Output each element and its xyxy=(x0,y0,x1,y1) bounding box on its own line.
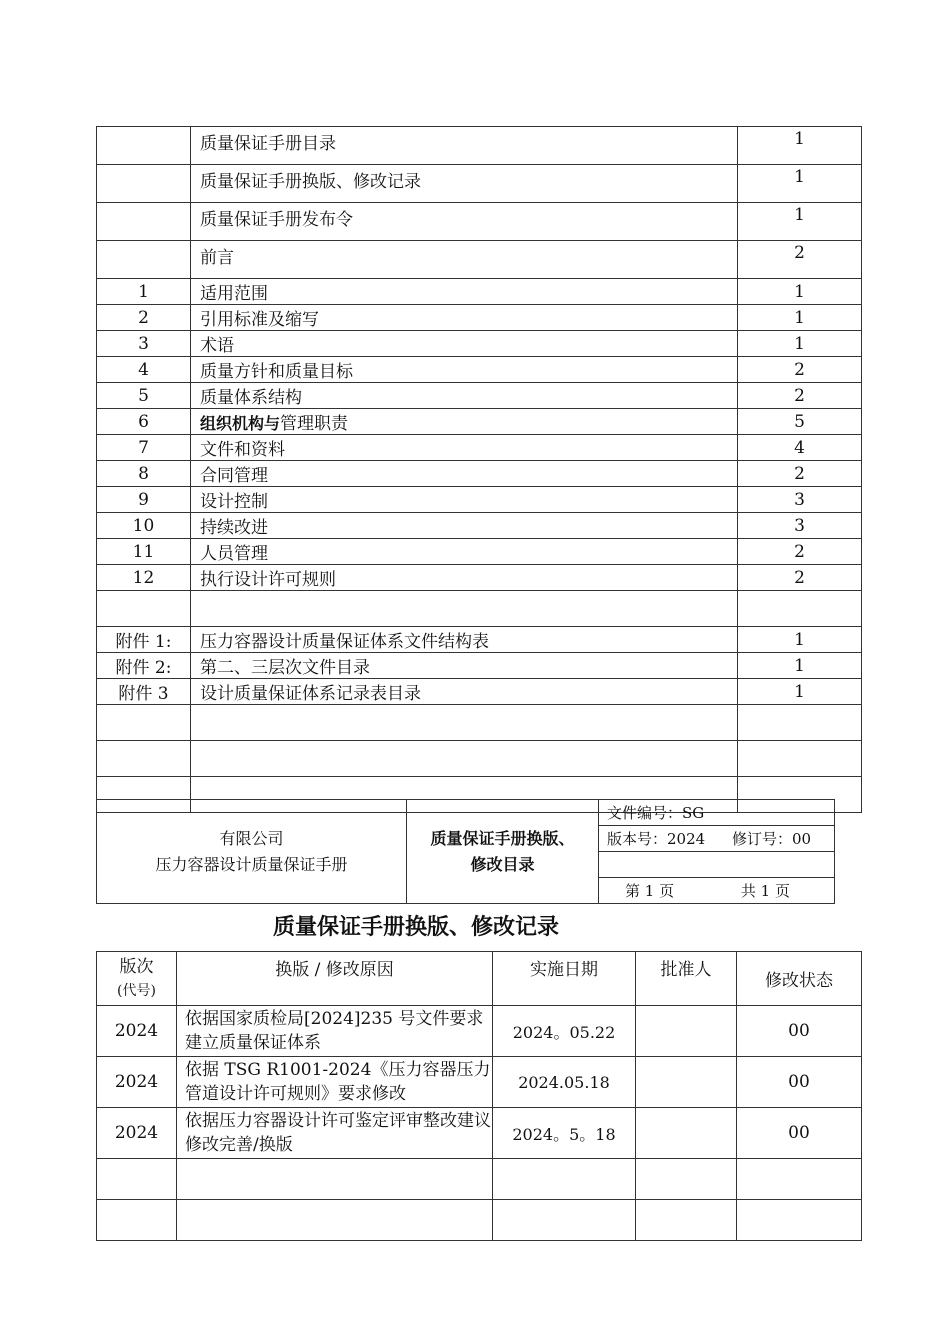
revision-date: 2024。05.22 xyxy=(493,1006,636,1057)
revision-number: 修订号：00 xyxy=(731,830,812,848)
toc-pages: 1 xyxy=(738,653,862,679)
doc-title-line1: 质量保证手册换版、 xyxy=(430,828,575,848)
toc-title: 前言 xyxy=(191,241,738,279)
revision-version: 2024 xyxy=(97,1006,177,1057)
toc-num: 3 xyxy=(97,331,191,357)
toc-empty-row xyxy=(97,591,862,627)
manual-name: 压力容器设计质量保证手册 xyxy=(155,854,348,874)
toc-table xyxy=(96,126,862,813)
toc-pages: 3 xyxy=(738,513,862,539)
toc-title-bold: 组织机构与 xyxy=(200,414,281,433)
company-cell xyxy=(97,800,407,904)
revision-approver xyxy=(636,1006,737,1057)
header-approver: 批准人 xyxy=(636,952,737,1006)
toc-pages: 1 xyxy=(738,279,862,305)
toc-pages: 1 xyxy=(738,627,862,653)
toc-row xyxy=(97,279,862,305)
toc-row xyxy=(97,165,862,203)
toc-pages: 2 xyxy=(738,383,862,409)
toc-pages: 1 xyxy=(738,203,862,241)
toc-title: 压力容器设计质量保证体系文件结构表 xyxy=(191,627,738,653)
toc-row xyxy=(97,331,862,357)
toc-num: 4 xyxy=(97,357,191,383)
toc-row xyxy=(97,409,862,435)
revision-status: 00 xyxy=(737,1108,862,1159)
toc-num: 2 xyxy=(97,305,191,331)
toc-row xyxy=(97,487,862,513)
toc-num: 附件 1: xyxy=(97,627,191,653)
toc-title: 质量保证手册目录 xyxy=(191,127,738,165)
header-date: 实施日期 xyxy=(493,952,636,1006)
toc-empty-row xyxy=(97,741,862,777)
toc-pages: 2 xyxy=(738,241,862,279)
toc-title: 质量方针和质量目标 xyxy=(191,357,738,383)
toc-empty-row xyxy=(97,705,862,741)
revision-date: 2024.05.18 xyxy=(493,1057,636,1108)
toc-title: 合同管理 xyxy=(191,461,738,487)
doc-title-cell xyxy=(407,800,599,904)
file-number: 文件编号：SG xyxy=(599,800,835,826)
header-status: 修改状态 xyxy=(737,952,862,1006)
toc-title: 持续改进 xyxy=(191,513,738,539)
version-info xyxy=(599,826,835,852)
revision-row xyxy=(97,1006,862,1057)
toc-row xyxy=(97,435,862,461)
revision-row xyxy=(97,1108,862,1159)
toc-title: 适用范围 xyxy=(191,279,738,305)
toc-num: 1 xyxy=(97,279,191,305)
toc-pages: 2 xyxy=(738,357,862,383)
revision-header-row xyxy=(97,952,862,1006)
toc-num: 附件 2: xyxy=(97,653,191,679)
toc-num: 5 xyxy=(97,383,191,409)
toc-row xyxy=(97,627,862,653)
page-info xyxy=(599,878,835,904)
toc-pages: 1 xyxy=(738,305,862,331)
toc-pages: 5 xyxy=(738,409,862,435)
revision-row xyxy=(97,1057,862,1108)
toc-title-rest: 管理职责 xyxy=(280,414,349,434)
toc-num: 9 xyxy=(97,487,191,513)
toc-num: 10 xyxy=(97,513,191,539)
toc-title xyxy=(191,409,738,435)
doc-title-line2: 修改目录 xyxy=(470,854,535,874)
toc-title: 质量体系结构 xyxy=(191,383,738,409)
document-header-block xyxy=(96,799,835,904)
toc-pages: 1 xyxy=(738,127,862,165)
toc-num: 12 xyxy=(97,565,191,591)
toc-pages: 1 xyxy=(738,331,862,357)
toc-num: 11 xyxy=(97,539,191,565)
revision-version: 2024 xyxy=(97,1057,177,1108)
revision-table xyxy=(96,951,862,1241)
toc-num: 附件 3 xyxy=(97,679,191,705)
header-version: 版次 (代号) xyxy=(97,952,177,1006)
toc-pages: 2 xyxy=(738,565,862,591)
toc-num: 7 xyxy=(97,435,191,461)
toc-title: 第二、三层次文件目录 xyxy=(191,653,738,679)
toc-pages: 2 xyxy=(738,539,862,565)
toc-title: 质量保证手册发布令 xyxy=(191,203,738,241)
toc-title: 设计质量保证体系记录表目录 xyxy=(191,679,738,705)
revision-approver xyxy=(636,1057,737,1108)
toc-num xyxy=(97,241,191,279)
toc-pages: 3 xyxy=(738,487,862,513)
toc-pages: 2 xyxy=(738,461,862,487)
revision-version: 2024 xyxy=(97,1108,177,1159)
revision-reason: 依据压力容器设计许可鉴定评审整改建议修改完善/换版 xyxy=(177,1108,493,1159)
toc-title: 设计控制 xyxy=(191,487,738,513)
revision-date: 2024。5。18 xyxy=(493,1108,636,1159)
revision-status: 00 xyxy=(737,1057,862,1108)
blank-meta xyxy=(599,852,835,878)
toc-num: 8 xyxy=(97,461,191,487)
toc-row xyxy=(97,679,862,705)
toc-num xyxy=(97,203,191,241)
toc-title: 引用标准及缩写 xyxy=(191,305,738,331)
toc-pages: 4 xyxy=(738,435,862,461)
version-number: 版本号：2024 xyxy=(607,830,706,848)
toc-row xyxy=(97,653,862,679)
toc-row xyxy=(97,383,862,409)
toc-row xyxy=(97,461,862,487)
toc-row xyxy=(97,357,862,383)
revision-empty-row xyxy=(97,1159,862,1200)
revision-heading: 质量保证手册换版、修改记录 xyxy=(272,915,559,940)
revision-status: 00 xyxy=(737,1006,862,1057)
toc-title: 文件和资料 xyxy=(191,435,738,461)
toc-pages: 1 xyxy=(738,165,862,203)
revision-approver xyxy=(636,1108,737,1159)
revision-reason: 依据 TSG R1001-2024《压力容器压力管道设计许可规则》要求修改 xyxy=(177,1057,493,1108)
revision-empty-row xyxy=(97,1200,862,1241)
toc-num xyxy=(97,127,191,165)
toc-title: 术语 xyxy=(191,331,738,357)
toc-row xyxy=(97,127,862,165)
toc-title: 执行设计许可规则 xyxy=(191,565,738,591)
toc-row xyxy=(97,305,862,331)
header-reason: 换版 / 修改原因 xyxy=(177,952,493,1006)
toc-row xyxy=(97,565,862,591)
toc-title: 人员管理 xyxy=(191,539,738,565)
toc-title: 质量保证手册换版、修改记录 xyxy=(191,165,738,203)
revision-reason: 依据国家质检局[2024]235 号文件要求建立质量保证体系 xyxy=(177,1006,493,1057)
toc-row xyxy=(97,241,862,279)
toc-row xyxy=(97,539,862,565)
page-total: 共 1 页 xyxy=(740,882,790,900)
toc-pages: 1 xyxy=(738,679,862,705)
toc-row xyxy=(97,203,862,241)
toc-num xyxy=(97,165,191,203)
toc-row xyxy=(97,513,862,539)
company-name: 有限公司 xyxy=(219,828,284,848)
toc-num: 6 xyxy=(97,409,191,435)
page-number: 第 1 页 xyxy=(625,882,675,900)
